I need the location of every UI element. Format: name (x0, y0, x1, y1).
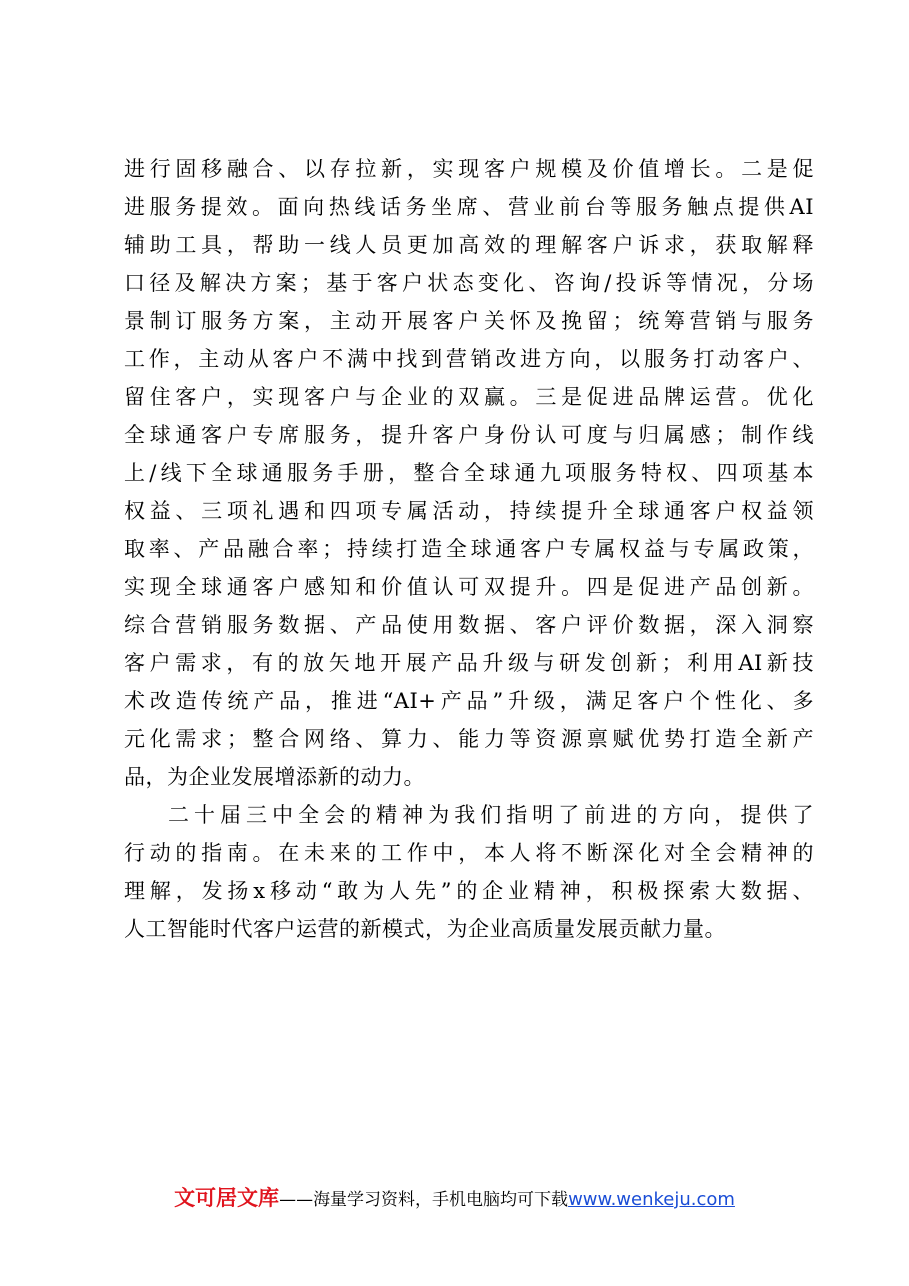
text-line: 留住客户，实现客户与企业的双赢。三是促进品牌运营。优化 (124, 385, 814, 409)
footer-dash: —— (279, 1190, 314, 1210)
text-line: 上/线下全球通服务手册，整合全球通九项服务特权、四项基本 (124, 461, 814, 485)
footer-banner (0, 1182, 909, 1212)
body-text (124, 150, 814, 948)
brand-name: 文可居文库 (174, 1186, 280, 1210)
paragraph-end-line: 品，为企业发展增添新的动力。 (124, 765, 425, 789)
text-line: 取率、产品融合率；持续打造全球通客户专属权益与专属政策， (124, 537, 814, 561)
text-line: 进行固移融合、以存拉新，实现客户规模及价值增长。二是促 (124, 157, 814, 181)
text-line: 进服务提效。面向热线话务坐席、营业前台等服务触点提供AI (124, 195, 814, 219)
text-line: 综合营销服务数据、产品使用数据、客户评价数据，深入洞察 (124, 613, 814, 637)
paragraph-start-line: 二十届三中全会的精神为我们指明了前进的方向，提供了 (168, 803, 814, 827)
text-line: 权益、三项礼遇和四项专属活动，持续提升全球通客户权益领 (124, 499, 814, 523)
text-line: 工作，主动从客户不满中找到营销改进方向，以服务打动客户、 (124, 347, 814, 371)
text-line: 口径及解决方案；基于客户状态变化、咨询/投诉等情况，分场 (124, 271, 814, 295)
text-line: 术改造传统产品，推进“AI+产品”升级，满足客户个性化、多 (124, 689, 814, 713)
text-line: 辅助工具，帮助一线人员更加高效的理解客户诉求，获取解释 (124, 233, 814, 257)
text-line: 客户需求，有的放矢地开展产品升级与研发创新；利用AI新技 (124, 651, 814, 675)
text-line: 元化需求；整合网络、算力、能力等资源禀赋优势打造全新产 (124, 727, 814, 751)
footer-tagline: 海量学习资料，手机电脑均可下载 (313, 1190, 569, 1210)
text-line: 行动的指南。在未来的工作中，本人将不断深化对全会精神的 (124, 841, 814, 865)
text-line: 实现全球通客户感知和价值认可双提升。四是促进产品创新。 (124, 575, 814, 599)
text-line: 全球通客户专席服务，提升客户身份认可度与归属感；制作线 (124, 423, 814, 447)
website-link[interactable]: www.wenkeju.com (568, 1189, 735, 1210)
paragraph-end-line: 人工智能时代客户运营的新模式，为企业高质量发展贡献力量。 (124, 917, 726, 941)
text-line: 景制订服务方案，主动开展客户关怀及挽留；统筹营销与服务 (124, 309, 814, 333)
text-line: 理解，发扬x移动“敢为人先”的企业精神，积极探索大数据、 (124, 879, 814, 903)
